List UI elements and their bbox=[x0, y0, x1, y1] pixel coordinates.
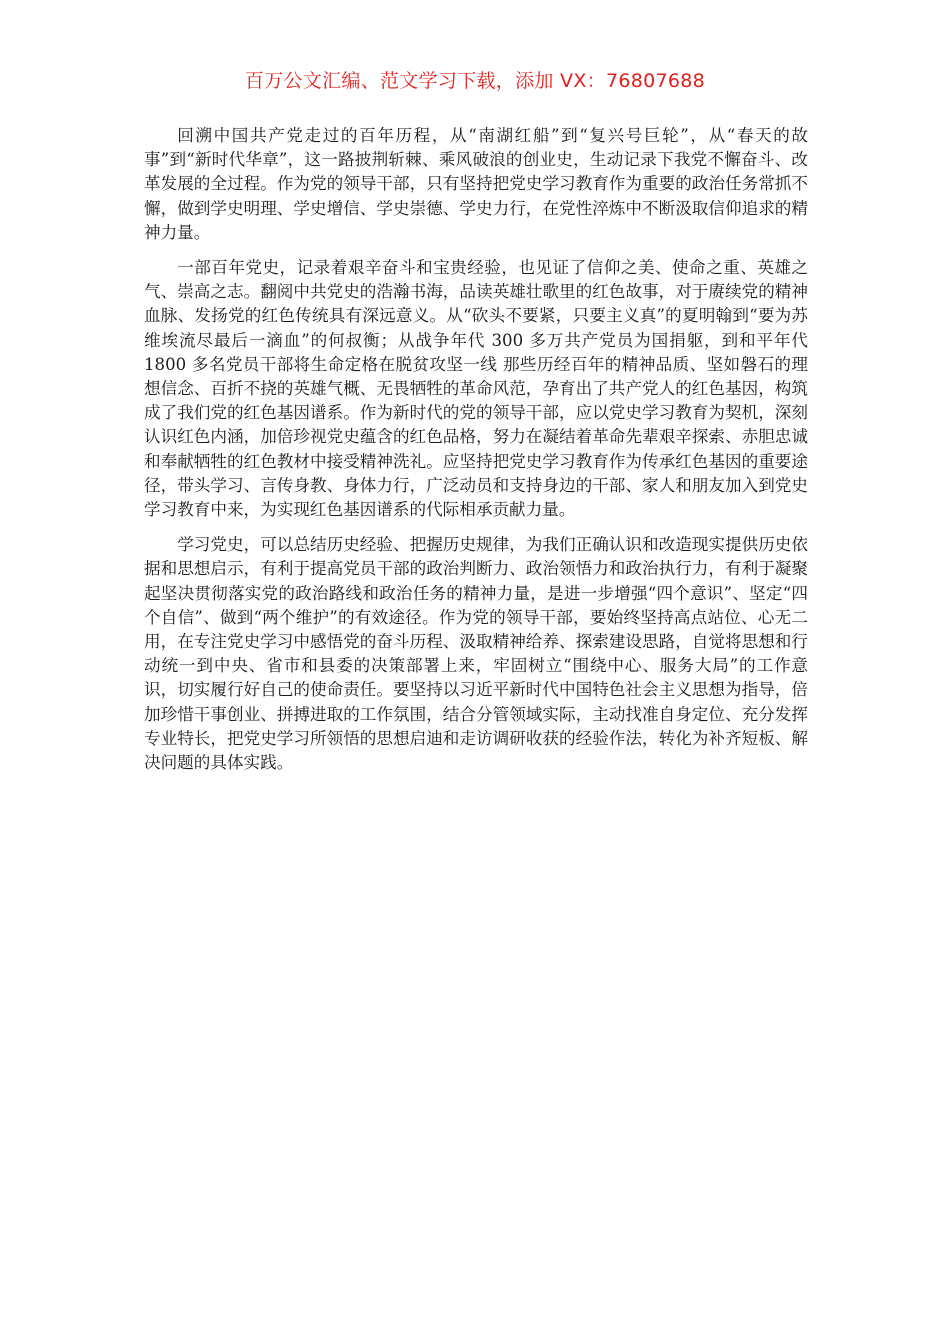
paragraph-1: 回溯中国共产党走过的百年历程，从“南湖红船”到“复兴号巨轮”，从“春天的故事”到“新时代华章”，这一路披荆斩棘、乘风破浪的创业史，生动记录下我党不懈奋斗、改革发展的全过程。作为党的领导干部，只有坚持把党史学习教育作为重要的政治任务常抓不懈，做到学史明理、学史增信、学史崇德、学史力行，在党性淬炼中不断汲取信仰追求的精神力量。 bbox=[144, 126, 808, 242]
paragraph-2: 一部百年党史，记录着艰辛奋斗和宝贵经验，也见证了信仰之美、使命之重、英雄之气、崇高之志。翻阅中共党史的浩瀚书海，品读英雄壮歌里的红色故事，对于赓续党的精神血脉、发扬党的红色传统具有深远意义。从“砍头不要紧，只要主义真”的夏明翰到“要为苏维埃流尽最后一滴血”的何叔衡；从战争年代 300 多万共产党员为国捐躯，到和平年代 1800 多名党员干部将生命定格在脱贫攻坚一线 那些历经百年的精神品质、坚如磐石的理想信念、百折不挠的英雄气概、无畏牺牲的革命风范，孕育出了共产党人的红色基因，构筑成了我们党的红色基因谱系。作为新时代的党的领导干部，应以党史学习教育为契机，深刻认识红色内涵，加倍珍视党史蕴含的红色品格，努力在凝结着革命先辈艰辛探索、赤胆忠诚和奉献牺牲的红色教材中接受精神洗礼。应坚持把党史学习教育作为传承红色基因的重要途径，带头学习、言传身教、身体力行，广泛动员和支持身边的干部、家人和朋友加入到党史学习教育中来，为实现红色基因谱系的代际相承贡献力量。 bbox=[144, 258, 808, 520]
paragraph-3: 学习党史，可以总结历史经验、把握历史规律，为我们正确认识和改造现实提供历史依据和思想启示，有利于提高党员干部的政治判断力、政治领悟力和政治执行力，有利于凝聚起坚决贯彻落实党的政治路线和政治任务的精神力量，是进一步增强“四个意识”、坚定“四个自信”、做到“两个维护”的有效途径。作为党的领导干部，要始终坚持高点站位、心无二用，在专注党史学习中感悟党的奋斗历程、汲取精神给养、探索建设思路，自觉将思想和行动统一到中央、省市和县委的决策部署上来，牢固树立“围绕中心、服务大局”的工作意识，切实履行好自己的使命责任。要坚持以习近平新时代中国特色社会主义思想为指导，倍加珍惜干事创业、拼搏进取的工作氛围，结合分管领域实际，主动找准自身定位、充分发挥专业特长，把党史学习所领悟的思想启迪和走访调研收获的经验作法，转化为补齐短板、解决问题的具体实践。 bbox=[144, 535, 808, 773]
download-banner-header: 百万公文汇编、范文学习下载，添加 VX：76807688 bbox=[244, 70, 706, 92]
document-body bbox=[144, 124, 808, 786]
